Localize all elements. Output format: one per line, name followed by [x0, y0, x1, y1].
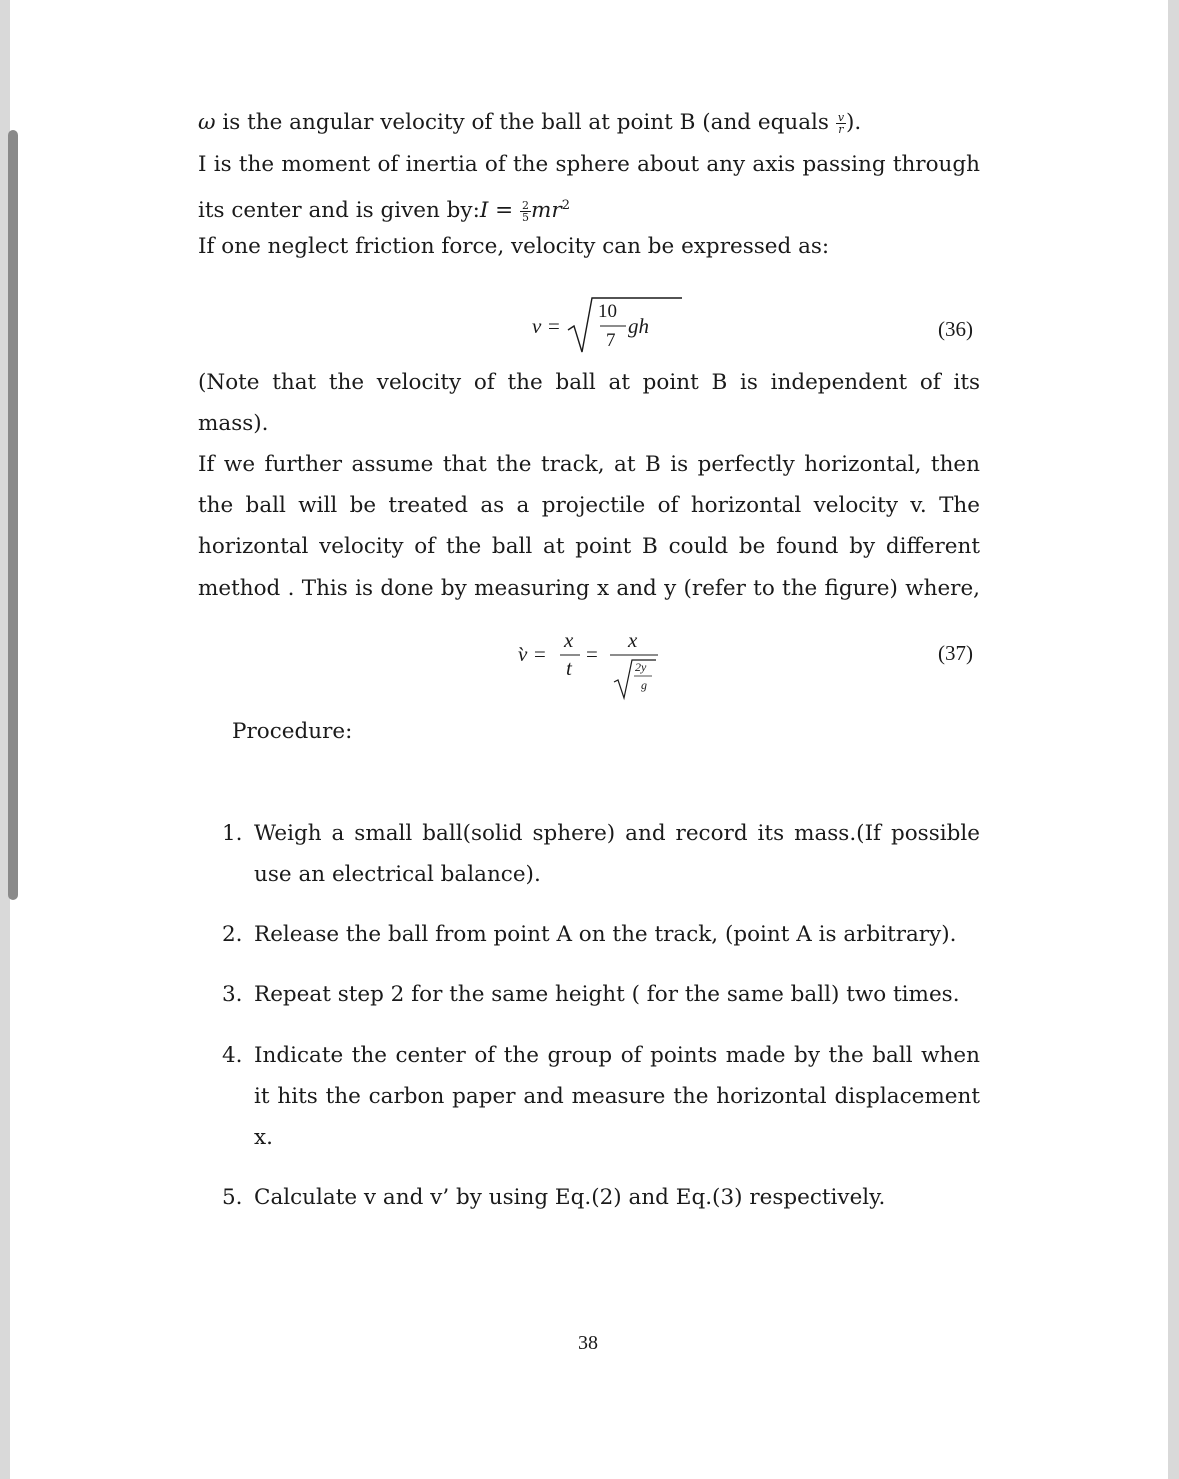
note-line2: mass). — [198, 411, 269, 436]
para4-line4: method . This is done by measuring x and y (refer to the figure) where, — [198, 576, 980, 601]
inertia-definition-line2: its center and is given by:I = $\frac{2}{5}$ $mr^2$ — [198, 198, 570, 224]
equation-37-number: (37) — [938, 641, 973, 665]
equation-37: v̀ = x t = x 2y g — [518, 626, 678, 706]
procedure-heading: Procedure: — [232, 719, 353, 744]
equation-36-number: (36) — [938, 317, 973, 341]
two-fifths-fraction: $\frac{2}{5}$ — [522, 198, 530, 224]
para4-line3: horizontal velocity of the ball at point B could be found by different — [198, 534, 980, 559]
sqrt-expression: 10 7 gh — [566, 296, 684, 356]
para4-line2: the ball will be treated as a projectile of horizontal velocity v. The — [198, 493, 980, 518]
friction-statement: If one neglect friction force, velocity can be expressed as: — [198, 234, 830, 259]
omega-definition: ω is the angular velocity of the ball at point B (and equals $\frac{v}{r}$ ). — [198, 110, 862, 136]
scrollbar[interactable] — [8, 130, 18, 900]
page-number: 38 — [578, 1332, 598, 1354]
radical-sign — [566, 296, 684, 356]
para4-line1: If we further assume that the track, at B is perfectly horizontal, then — [198, 452, 980, 477]
inertia-definition-line1: I is the moment of inertia of the sphere about any axis passing through — [198, 152, 980, 177]
note-line1: (Note that the velocity of the ball at point B is independent of its — [198, 370, 980, 395]
equation-36: v = 10 7 gh — [532, 296, 684, 356]
v-over-r-fraction: $\frac{v}{r}$ — [837, 110, 845, 136]
list-item: 2. Release the ball from point A on the track, (point A is arbitrary). — [222, 922, 957, 947]
list-item: 1. Weigh a small ball(solid sphere) and record its mass.(If possible use an electrical balance). — [222, 821, 980, 887]
list-item: 5. Calculate v and v’ by using Eq.(2) and Eq.(3) respectively. — [222, 1185, 886, 1210]
list-item: 4. Indicate the center of the group of points made by the ball when it hits the carbon paper and measure the horizontal displacement x. — [222, 1043, 980, 1150]
list-item: 3. Repeat step 2 for the same height ( for the same ball) two times. — [222, 982, 960, 1007]
